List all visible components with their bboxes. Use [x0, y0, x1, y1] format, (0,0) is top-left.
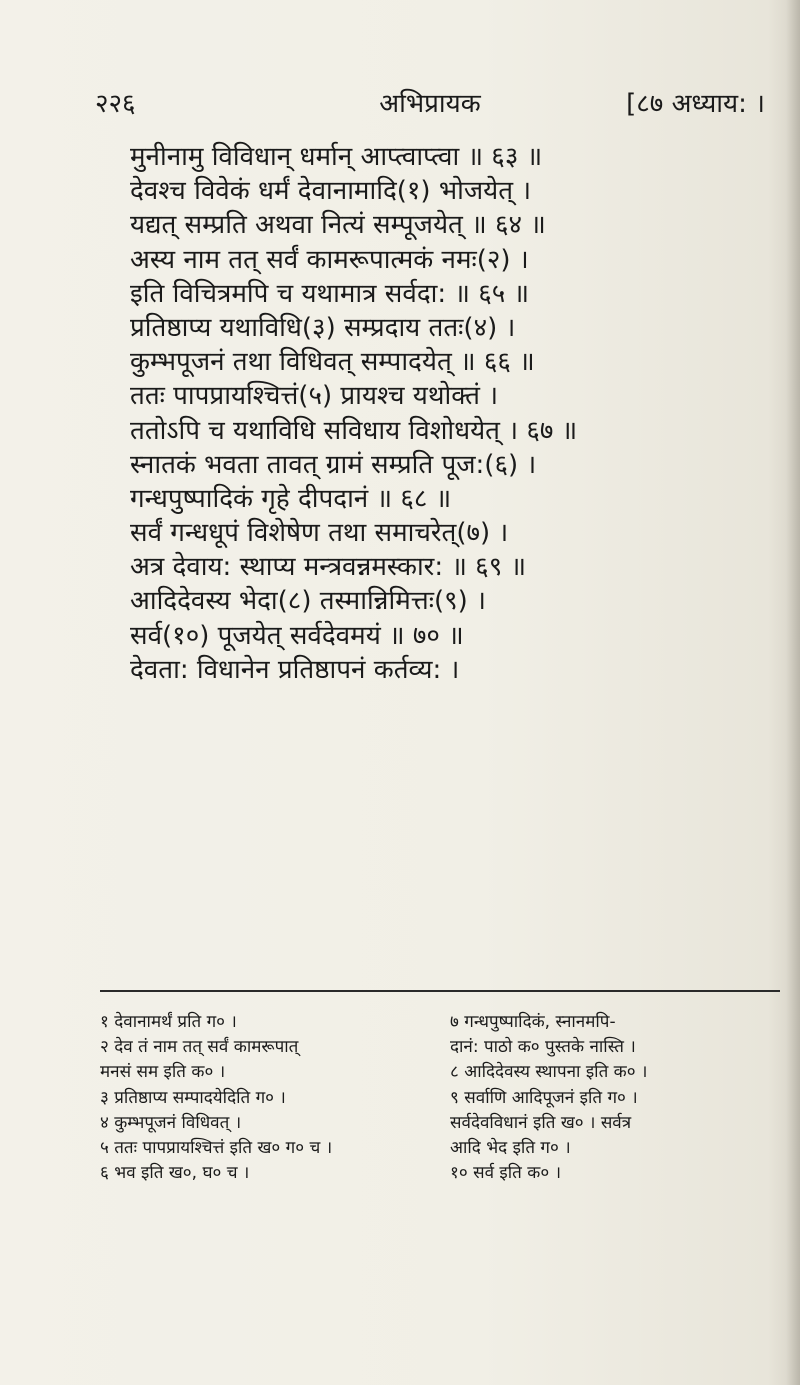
footnote-line: ८ आदिदेवस्य स्थापना इति क० ।: [450, 1062, 648, 1083]
footnote-line: २ देव तं नाम तत् सर्वं कामरूपात्: [100, 1037, 299, 1058]
verse-block: [130, 140, 770, 687]
footnote-line: ७ गन्धपुष्पादिकं, स्नानमपि-: [450, 1012, 616, 1032]
verse-line: ततोऽपि च यथाविधि सविधाय विशोधयेत् । ६७ ॥: [130, 415, 578, 446]
verse-line: आदिदेवस्य भेदा(८) तस्मान्निमित्तः(९) ।: [130, 586, 486, 617]
footnotes-right-column: [450, 1010, 780, 1186]
footnote-line: दानं: पाठो क० पुस्तके नास्ति ।: [450, 1037, 636, 1058]
verse-line: सर्वं गन्धधूपं विशेषेण तथा समाचरेत्(७) ।: [130, 518, 509, 549]
footnote-rule: [100, 990, 780, 992]
verse-line: कुम्भपूजनं तथा विधिवत् सम्पादयेत् ॥ ६६ ॥: [130, 347, 535, 378]
footnotes-left-column: [100, 1010, 440, 1186]
footnote-line: १ देवानामर्थं प्रति ग० ।: [100, 1012, 237, 1032]
running-title: अभिप्रायक: [379, 89, 481, 119]
footnote-line: आदि भेद इति ग० ।: [450, 1137, 571, 1158]
running-head: [95, 86, 765, 122]
footnote-line: ३ प्रतिष्ठाप्य सम्पादयेदिति ग० ।: [100, 1087, 286, 1108]
verse-line: ततः पापप्रायश्चित्तं(५) प्रायश्च यथोक्तं ।: [130, 381, 499, 412]
verse-line: अस्य नाम तत् सर्वं कामरूपात्मकं नमः(२) ।: [130, 244, 529, 275]
chapter-marker: [८७ अध्याय: ।: [626, 89, 765, 119]
verse-line: अत्र देवाय: स्थाप्य मन्त्रवन्नमस्कार: ॥ ६९ ॥: [130, 552, 527, 583]
verse-line: स्नातकं भवता तावत् ग्रामं सम्प्रति पूज:(६) ।: [130, 449, 537, 480]
verse-line: सर्व(१०) पूजयेत् सर्वदेवमयं ॥ ७० ॥: [130, 620, 464, 651]
footnote-line: ९ सर्वाणि आदिपूजनं इति ग० ।: [450, 1087, 638, 1108]
footnote-line: ६ भव इति ख०, घ० च ।: [100, 1163, 250, 1184]
verse-line: इति विचित्रमपि च यथामात्र सर्वदा: ॥ ६५ ॥: [130, 278, 530, 309]
footnote-line: १० सर्व इति क० ।: [450, 1163, 562, 1184]
verse-line: देवश्च विवेकं धर्मं देवानामादि(१) भोजयेत् ।: [130, 176, 532, 207]
footnote-line: मनसं सम इति क० ।: [100, 1062, 226, 1083]
footnote-line: सर्वदेवविधानं इति ख० । सर्वत्र: [450, 1112, 632, 1133]
verse-line: यद्यत् सम्प्रति अथवा नित्यं सम्पूजयेत् ॥ ६४ ॥: [130, 210, 546, 241]
footnote-line: ४ कुम्भपूजनं विधिवत् ।: [100, 1112, 242, 1133]
verse-line: देवता: विधानेन प्रतिष्ठापनं कर्तव्य: ।: [130, 654, 460, 685]
footnote-line: ५ ततः पापप्रायश्चित्तं इति ख० ग० च ।: [100, 1137, 333, 1158]
verse-line: प्रतिष्ठाप्य यथाविधि(३) सम्प्रदाय ततः(४) ।: [130, 312, 516, 343]
page-number: २२६: [95, 89, 136, 119]
page-edge-shadow: [786, 0, 800, 1385]
verse-line: मुनीनामु विविधान् धर्मान् आप्त्वाप्त्वा ॥ ६३ ॥: [130, 142, 543, 172]
verse-line: गन्धपुष्पादिकं गृहे दीपदानं ॥ ६८ ॥: [130, 483, 452, 514]
